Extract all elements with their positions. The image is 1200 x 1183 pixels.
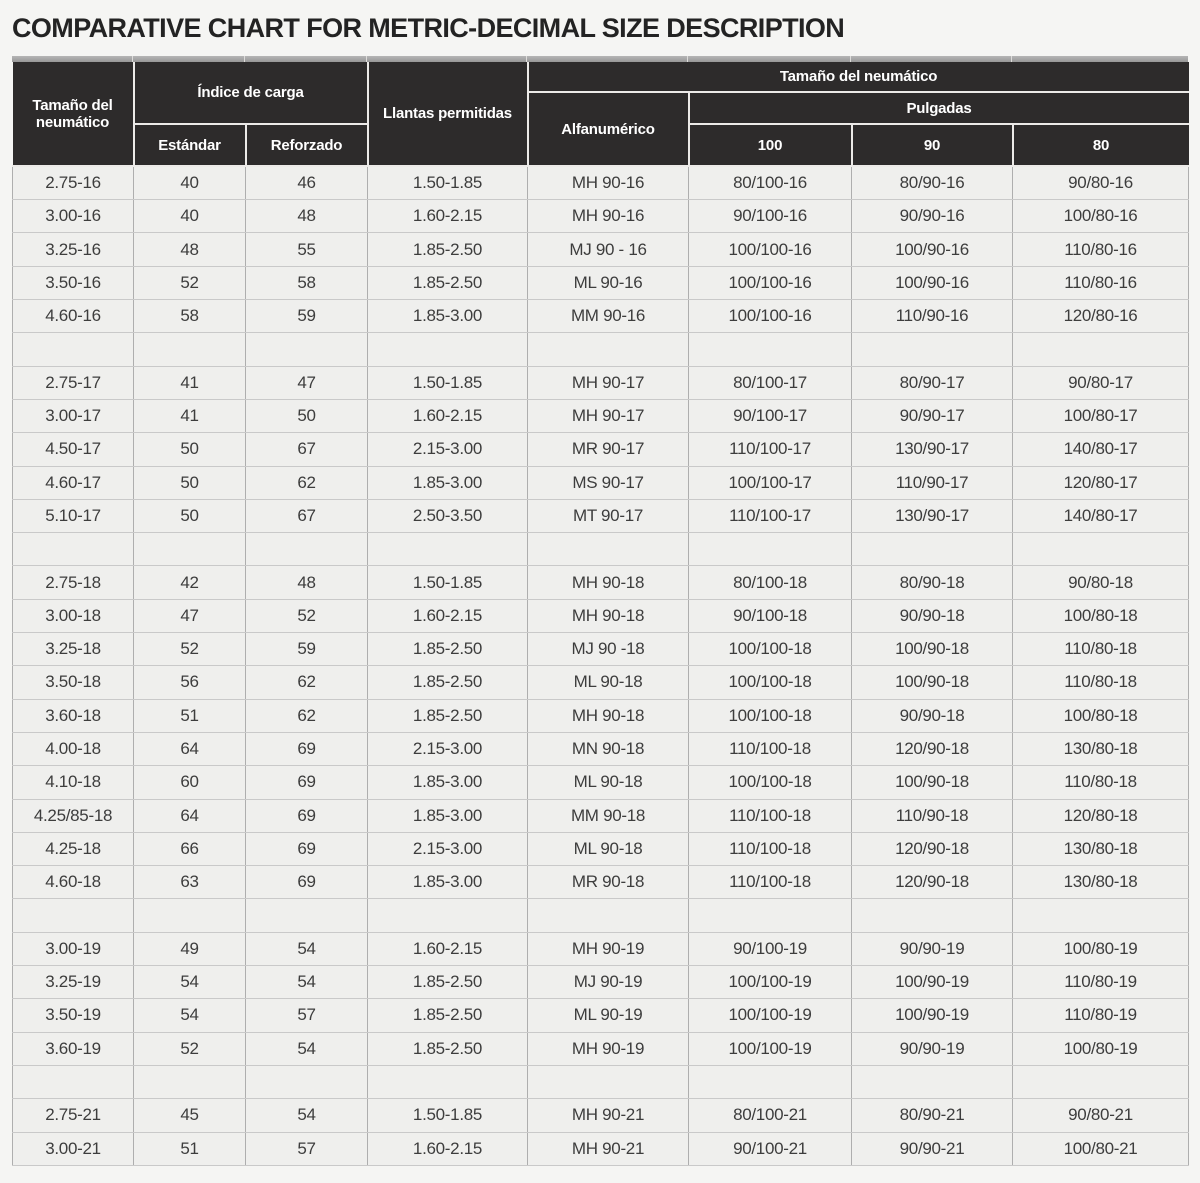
spacer-row [13, 1065, 1189, 1098]
cell: 100/100-18 [689, 766, 852, 799]
cell: MT 90-17 [528, 499, 689, 532]
header-tire-size-group: Tamaño del neumático [528, 62, 1189, 92]
cell [368, 533, 528, 566]
cell: ML 90-18 [528, 666, 689, 699]
cell: 50 [134, 466, 246, 499]
table-row [13, 466, 1189, 499]
table-top-strip-segment [688, 56, 851, 62]
cell: 1.60-2.15 [368, 399, 528, 432]
cell: 1.50-1.85 [368, 566, 528, 599]
table-row [13, 633, 1189, 666]
cell: 90/90-19 [852, 1032, 1013, 1065]
cell: MH 90-18 [528, 699, 689, 732]
header-load-reinforced: Reforzado [246, 124, 368, 166]
cell: 62 [246, 699, 368, 732]
cell: 3.00-21 [13, 1132, 134, 1165]
cell: 3.25-16 [13, 233, 134, 266]
cell: 80/90-21 [852, 1099, 1013, 1132]
cell: 90/100-16 [689, 200, 852, 233]
cell: 80/100-21 [689, 1099, 852, 1132]
cell [368, 333, 528, 366]
cell: 110/80-18 [1013, 666, 1189, 699]
cell: 80/90-17 [852, 366, 1013, 399]
cell: 110/100-18 [689, 732, 852, 765]
spacer-row [13, 899, 1189, 932]
cell: 100/100-16 [689, 266, 852, 299]
cell: 54 [246, 1032, 368, 1065]
cell: 59 [246, 300, 368, 333]
cell: 42 [134, 566, 246, 599]
cell [689, 533, 852, 566]
cell: 3.50-18 [13, 666, 134, 699]
cell [852, 333, 1013, 366]
cell [246, 1065, 368, 1098]
cell: 1.85-2.50 [368, 699, 528, 732]
cell: 130/90-17 [852, 433, 1013, 466]
cell: 80/90-16 [852, 166, 1013, 199]
cell [852, 533, 1013, 566]
table-top-strip-segment [851, 56, 1012, 62]
cell: 67 [246, 433, 368, 466]
cell: 3.00-18 [13, 599, 134, 632]
cell: 2.15-3.00 [368, 433, 528, 466]
cell: 3.60-18 [13, 699, 134, 732]
cell: 130/80-18 [1013, 732, 1189, 765]
cell: MM 90-18 [528, 799, 689, 832]
table-row [13, 966, 1189, 999]
cell: 56 [134, 666, 246, 699]
header-load-index: Índice de carga [134, 62, 368, 124]
cell: 110/80-19 [1013, 999, 1189, 1032]
cell: 110/80-18 [1013, 766, 1189, 799]
table-row [13, 666, 1189, 699]
cell: 1.85-3.00 [368, 466, 528, 499]
cell: 100/100-16 [689, 233, 852, 266]
table-row [13, 766, 1189, 799]
cell: 100/90-18 [852, 633, 1013, 666]
cell: 110/100-18 [689, 866, 852, 899]
cell [246, 333, 368, 366]
cell: 62 [246, 466, 368, 499]
cell [852, 899, 1013, 932]
cell: 59 [246, 633, 368, 666]
cell: MH 90-16 [528, 200, 689, 233]
table-top-strip-segment [367, 56, 527, 62]
cell [368, 1065, 528, 1098]
cell: 1.85-2.50 [368, 666, 528, 699]
cell: 90/90-21 [852, 1132, 1013, 1165]
cell: 100/80-19 [1013, 1032, 1189, 1065]
cell: MH 90-18 [528, 566, 689, 599]
cell: 100/100-18 [689, 699, 852, 732]
cell: 2.75-17 [13, 366, 134, 399]
cell: 130/80-18 [1013, 866, 1189, 899]
cell: 41 [134, 366, 246, 399]
cell: 100/100-19 [689, 966, 852, 999]
header-load-standard: Estándar [134, 124, 246, 166]
cell: 100/100-19 [689, 999, 852, 1032]
cell [134, 1065, 246, 1098]
cell [134, 533, 246, 566]
cell: 50 [134, 499, 246, 532]
cell: 2.15-3.00 [368, 832, 528, 865]
cell: ML 90-18 [528, 766, 689, 799]
cell [1013, 1065, 1189, 1098]
cell: 54 [246, 966, 368, 999]
cell: 90/80-17 [1013, 366, 1189, 399]
cell: 110/80-16 [1013, 233, 1189, 266]
cell: 120/80-17 [1013, 466, 1189, 499]
cell: 63 [134, 866, 246, 899]
cell: 50 [246, 399, 368, 432]
cell: MH 90-19 [528, 1032, 689, 1065]
cell: 140/80-17 [1013, 433, 1189, 466]
table-row [13, 266, 1189, 299]
cell: MH 90-18 [528, 599, 689, 632]
table-row [13, 200, 1189, 233]
cell: 3.25-18 [13, 633, 134, 666]
cell: 58 [246, 266, 368, 299]
cell: 140/80-17 [1013, 499, 1189, 532]
cell: 100/90-18 [852, 766, 1013, 799]
cell: MH 90-17 [528, 366, 689, 399]
cell: 100/90-16 [852, 266, 1013, 299]
table-row [13, 832, 1189, 865]
cell: 110/100-17 [689, 499, 852, 532]
cell: 54 [246, 1099, 368, 1132]
cell [134, 333, 246, 366]
cell: 90/90-19 [852, 932, 1013, 965]
cell: 47 [246, 366, 368, 399]
cell [528, 899, 689, 932]
page-title: COMPARATIVE CHART FOR METRIC-DECIMAL SIZE DESCRIPTION [12, 13, 845, 43]
cell: MR 90-18 [528, 866, 689, 899]
cell: 1.85-2.50 [368, 966, 528, 999]
cell: 130/90-17 [852, 499, 1013, 532]
cell: 110/100-17 [689, 433, 852, 466]
table-row [13, 1132, 1189, 1165]
cell: 1.60-2.15 [368, 1132, 528, 1165]
cell [246, 533, 368, 566]
table-row [13, 999, 1189, 1032]
cell: MM 90-16 [528, 300, 689, 333]
header-inch-100: 100 [689, 124, 852, 166]
cell: 49 [134, 932, 246, 965]
cell: 1.50-1.85 [368, 366, 528, 399]
cell: 69 [246, 799, 368, 832]
cell: 1.60-2.15 [368, 599, 528, 632]
cell: 90/80-16 [1013, 166, 1189, 199]
cell: 100/100-17 [689, 466, 852, 499]
cell: MH 90-19 [528, 932, 689, 965]
cell: ML 90-18 [528, 832, 689, 865]
cell: 2.15-3.00 [368, 732, 528, 765]
cell: 90/90-17 [852, 399, 1013, 432]
cell: 46 [246, 166, 368, 199]
cell: 54 [134, 966, 246, 999]
cell: 58 [134, 300, 246, 333]
header-alphanumeric: Alfanumérico [528, 92, 689, 166]
cell: 3.50-16 [13, 266, 134, 299]
cell: MJ 90 - 16 [528, 233, 689, 266]
cell: 110/90-18 [852, 799, 1013, 832]
cell [689, 333, 852, 366]
cell: MS 90-17 [528, 466, 689, 499]
cell: 80/100-18 [689, 566, 852, 599]
cell: 52 [134, 633, 246, 666]
table-body [13, 166, 1189, 1165]
cell: 64 [134, 799, 246, 832]
cell: 51 [134, 699, 246, 732]
cell: 1.85-3.00 [368, 866, 528, 899]
cell: MJ 90-19 [528, 966, 689, 999]
table-row [13, 1032, 1189, 1065]
cell: 110/90-17 [852, 466, 1013, 499]
cell: 4.25/85-18 [13, 799, 134, 832]
cell: 2.75-18 [13, 566, 134, 599]
cell: 69 [246, 732, 368, 765]
cell: 1.85-3.00 [368, 766, 528, 799]
cell: 100/80-18 [1013, 699, 1189, 732]
cell: 1.60-2.15 [368, 200, 528, 233]
cell: 69 [246, 866, 368, 899]
cell: 54 [246, 932, 368, 965]
cell: 4.60-17 [13, 466, 134, 499]
cell: 52 [134, 1032, 246, 1065]
cell: 3.50-19 [13, 999, 134, 1032]
table-top-strip-segment [12, 56, 133, 62]
cell: 2.75-16 [13, 166, 134, 199]
cell: 120/80-16 [1013, 300, 1189, 333]
cell: 3.60-19 [13, 1032, 134, 1065]
cell: 52 [246, 599, 368, 632]
table-row [13, 866, 1189, 899]
cell: 120/90-18 [852, 866, 1013, 899]
header-tire-size: Tamaño del neumático [13, 62, 134, 166]
header-inches: Pulgadas [689, 92, 1189, 124]
spacer-row [13, 533, 1189, 566]
table-row [13, 599, 1189, 632]
table-row [13, 166, 1189, 199]
cell: 4.10-18 [13, 766, 134, 799]
cell: 1.85-2.50 [368, 633, 528, 666]
cell: 4.60-18 [13, 866, 134, 899]
table-row [13, 699, 1189, 732]
cell: MH 90-16 [528, 166, 689, 199]
header-inch-90: 90 [852, 124, 1013, 166]
cell: MN 90-18 [528, 732, 689, 765]
cell: 100/100-18 [689, 633, 852, 666]
cell: 69 [246, 766, 368, 799]
cell: 45 [134, 1099, 246, 1132]
table-top-strip-segment [1012, 56, 1188, 62]
cell: 1.50-1.85 [368, 1099, 528, 1132]
table-row [13, 1099, 1189, 1132]
cell [1013, 533, 1189, 566]
cell: 66 [134, 832, 246, 865]
cell: 90/100-18 [689, 599, 852, 632]
table-row [13, 233, 1189, 266]
cell: 100/100-18 [689, 666, 852, 699]
cell: 130/80-18 [1013, 832, 1189, 865]
cell: 80/90-18 [852, 566, 1013, 599]
cell: 1.50-1.85 [368, 166, 528, 199]
cell: 3.00-17 [13, 399, 134, 432]
cell [13, 1065, 134, 1098]
cell: 100/90-16 [852, 233, 1013, 266]
cell: MJ 90 -18 [528, 633, 689, 666]
cell: 50 [134, 433, 246, 466]
cell: MR 90-17 [528, 433, 689, 466]
cell: 62 [246, 666, 368, 699]
cell: 110/80-19 [1013, 966, 1189, 999]
table-row [13, 366, 1189, 399]
cell: 3.00-19 [13, 932, 134, 965]
table-row [13, 300, 1189, 333]
cell: 1.85-3.00 [368, 799, 528, 832]
cell: 120/90-18 [852, 832, 1013, 865]
table-row [13, 399, 1189, 432]
cell: 4.25-18 [13, 832, 134, 865]
cell: 67 [246, 499, 368, 532]
cell: 100/90-19 [852, 966, 1013, 999]
cell: 100/90-19 [852, 999, 1013, 1032]
cell: 120/90-18 [852, 732, 1013, 765]
cell: 3.00-16 [13, 200, 134, 233]
cell: ML 90-19 [528, 999, 689, 1032]
cell: 4.60-16 [13, 300, 134, 333]
cell: 90/90-16 [852, 200, 1013, 233]
cell [528, 1065, 689, 1098]
cell: ML 90-16 [528, 266, 689, 299]
cell [852, 1065, 1013, 1098]
cell: 110/80-16 [1013, 266, 1189, 299]
cell [1013, 333, 1189, 366]
cell: 110/100-18 [689, 832, 852, 865]
cell: 4.00-18 [13, 732, 134, 765]
cell [368, 899, 528, 932]
cell: 48 [246, 200, 368, 233]
cell: 90/100-19 [689, 932, 852, 965]
cell: 69 [246, 832, 368, 865]
cell: 57 [246, 1132, 368, 1165]
cell: 64 [134, 732, 246, 765]
table-row [13, 932, 1189, 965]
cell: 110/80-18 [1013, 633, 1189, 666]
cell: 100/80-21 [1013, 1132, 1189, 1165]
cell: 60 [134, 766, 246, 799]
cell: 1.60-2.15 [368, 932, 528, 965]
cell [134, 899, 246, 932]
cell [13, 333, 134, 366]
cell [246, 899, 368, 932]
comparison-table [12, 62, 1189, 1165]
cell: 100/100-19 [689, 1032, 852, 1065]
cell: 1.85-2.50 [368, 233, 528, 266]
table-row [13, 566, 1189, 599]
header-rims-allowed: Llantas permitidas [368, 62, 528, 166]
table-row [13, 499, 1189, 532]
cell: 2.50-3.50 [368, 499, 528, 532]
cell: 100/80-18 [1013, 599, 1189, 632]
cell: 100/80-16 [1013, 200, 1189, 233]
cell: 52 [134, 266, 246, 299]
cell [13, 533, 134, 566]
cell: 1.85-2.50 [368, 266, 528, 299]
cell [689, 1065, 852, 1098]
cell: 80/100-16 [689, 166, 852, 199]
cell: 90/80-21 [1013, 1099, 1189, 1132]
cell: 51 [134, 1132, 246, 1165]
cell: 5.10-17 [13, 499, 134, 532]
table-top-strip [12, 56, 1188, 62]
cell: 90/90-18 [852, 699, 1013, 732]
cell [528, 533, 689, 566]
cell [13, 899, 134, 932]
table-row [13, 799, 1189, 832]
table-top-strip-segment [245, 56, 367, 62]
cell: 100/90-18 [852, 666, 1013, 699]
cell: 90/100-21 [689, 1132, 852, 1165]
cell: MH 90-17 [528, 399, 689, 432]
cell: 1.85-2.50 [368, 1032, 528, 1065]
cell: 100/80-17 [1013, 399, 1189, 432]
cell: 120/80-18 [1013, 799, 1189, 832]
cell: 48 [246, 566, 368, 599]
table-top-strip-segment [133, 56, 245, 62]
header-inch-80: 80 [1013, 124, 1189, 166]
spacer-row [13, 333, 1189, 366]
cell: 90/100-17 [689, 399, 852, 432]
cell: 40 [134, 200, 246, 233]
cell: 110/100-18 [689, 799, 852, 832]
table-row [13, 433, 1189, 466]
cell: 90/90-18 [852, 599, 1013, 632]
cell: 80/100-17 [689, 366, 852, 399]
cell: 54 [134, 999, 246, 1032]
cell [689, 899, 852, 932]
cell: MH 90-21 [528, 1099, 689, 1132]
table-header [13, 62, 1189, 166]
cell [528, 333, 689, 366]
cell: 2.75-21 [13, 1099, 134, 1132]
cell: 55 [246, 233, 368, 266]
cell: 48 [134, 233, 246, 266]
cell [1013, 899, 1189, 932]
cell: 110/90-16 [852, 300, 1013, 333]
cell: 90/80-18 [1013, 566, 1189, 599]
table-top-strip-segment [527, 56, 688, 62]
cell: 47 [134, 599, 246, 632]
cell: 100/80-19 [1013, 932, 1189, 965]
cell: 1.85-2.50 [368, 999, 528, 1032]
cell: MH 90-21 [528, 1132, 689, 1165]
cell: 41 [134, 399, 246, 432]
cell: 3.25-19 [13, 966, 134, 999]
cell: 40 [134, 166, 246, 199]
cell: 4.50-17 [13, 433, 134, 466]
cell: 1.85-3.00 [368, 300, 528, 333]
table-row [13, 732, 1189, 765]
cell: 100/100-16 [689, 300, 852, 333]
cell: 57 [246, 999, 368, 1032]
